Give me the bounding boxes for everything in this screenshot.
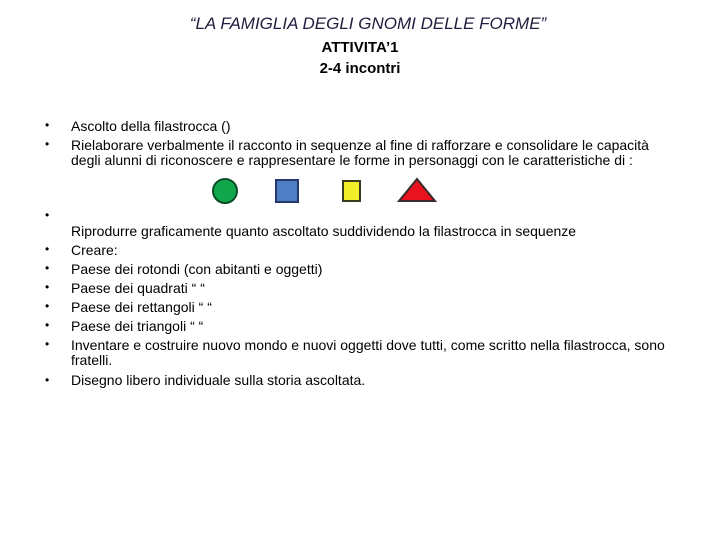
list-item-square-country: Paese dei quadrati “ “: [71, 280, 205, 296]
bullet-6: •: [45, 280, 50, 294]
activity-subtitle: ATTIVITA’1: [321, 39, 399, 56]
bullet-4: •: [45, 242, 50, 256]
bullet-9: •: [45, 337, 50, 351]
bullet-2: •: [45, 137, 50, 151]
bullet-5: •: [45, 261, 50, 275]
bullet-8: •: [45, 318, 50, 332]
bullet-3: •: [45, 208, 50, 222]
list-item-triangle-country: Paese dei triangoli “ “: [71, 318, 204, 334]
list-item-rectangle-country: Paese dei rettangoli “ “: [71, 299, 212, 315]
green-circle-icon: [212, 178, 238, 204]
list-item-retelling: Rielaborare verbalmente il racconto in sequenze al fine di rafforzare e consolidare le capacità degli alunni di riconoscere e rappresentare le forme in personaggi con le caratteristiche di :: [71, 137, 649, 168]
blue-square-icon: [275, 179, 299, 203]
session-count: 2-4 incontri: [319, 60, 401, 77]
bullet-7: •: [45, 299, 50, 313]
red-triangle-icon: [397, 177, 437, 203]
list-item-create: Creare:: [71, 242, 118, 258]
bullet-1: •: [45, 118, 50, 132]
list-item-free-drawing: Disegno libero individuale sulla storia ascoltata.: [71, 372, 366, 388]
bullet-10: •: [45, 373, 50, 387]
page-title: “LA FAMIGLIA DEGLI GNOMI DELLE FORME”: [189, 14, 547, 33]
list-item-listening: Ascolto della filastrocca (): [71, 118, 231, 134]
list-item-new-world: Inventare e costruire nuovo mondo e nuovi oggetti dove tutti, come scritto nella filastrocca, sono fratelli.: [71, 337, 665, 368]
list-item-drawing-sequences: Riprodurre graficamente quanto ascoltato suddividendo la filastrocca in sequenze: [71, 223, 577, 239]
yellow-rectangle-icon: [342, 180, 361, 202]
list-item-round-country: Paese dei rotondi (con abitanti e oggetti): [71, 261, 323, 277]
